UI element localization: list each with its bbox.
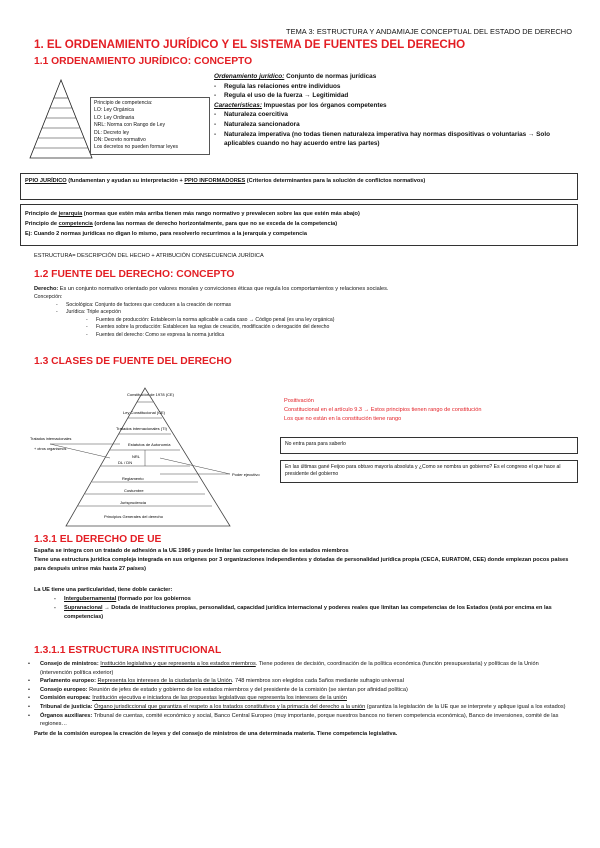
concepcion-label: Concepción: xyxy=(34,294,63,300)
pyr-l4: Estatutos de Autonomía xyxy=(128,442,171,447)
section-1-3-1-title: 1.3.1 EL DERECHO DE UE xyxy=(34,534,162,545)
note-row: En las últimas gané Feijoo para obtuvo mayoría absoluta y ¿Como se nombra un gobierno? Es el congreso el que hace al presidente del gobierno xyxy=(280,460,578,483)
inst-underline: Institución ejecutiva e iniciadora de las propuestas legislativas que representa los intereses de la unión xyxy=(92,695,347,702)
intergubernamental-text: (formado por los gobiernos xyxy=(116,596,191,603)
note-table xyxy=(280,437,578,483)
pyr-l1: Constitución de 1978 (CE) xyxy=(127,392,174,397)
jerarquia-text: (normas que estén más arriba tienen más rango normativo y prevalecen sobre las que estén más abajo) xyxy=(82,211,360,217)
imperative-item: - Naturaleza imperativa (no todas tienen naturaleza imperativa hay normas dispositivas o voluntarias → Solo aplicables cuando no hay acuerdo entre las partes) xyxy=(214,130,574,149)
positivacion-title: Positivación xyxy=(284,398,314,404)
inst-underline: Institución legislativa y que representa a los estados miembros xyxy=(100,661,256,667)
section-1-3-1-1-title: 1.3.1.1 ESTRUCTURA INSTITUCIONAL xyxy=(34,645,222,656)
supranacional-text: → Dotada de instituciones propias, personalidad, capacidad jurídica internacional y poderes reales que limitan las competencias de los Estados (está por encima en las competencias) xyxy=(64,604,552,620)
note-row: No entra para para saberlo xyxy=(280,437,578,454)
section-1-1-title: 1.1 ORDENAMIENTO JURÍDICO: CONCEPTO xyxy=(34,56,253,67)
pyr-left1: Tratados internacionales xyxy=(30,437,72,441)
inst-name: Consejo de ministros: xyxy=(40,661,101,667)
legislative-note: Parte de la comisión europea la creación de leyes y del consejo de ministros de una determinada materia. Tiene competencia legislativa. xyxy=(34,730,398,737)
positivacion-block xyxy=(284,397,584,424)
inst-text: Reunión de jefes de estado y gobierno de los estados miembros y del presidente de la comisión (se sientan por afinidad política) xyxy=(89,686,408,693)
institutions-list xyxy=(28,660,568,738)
concepcion-subitem: - Fuentes de producción: Establecen la norma aplicable a cada caso → Código penal (es una ley orgánica) xyxy=(86,317,556,324)
inst-text: (garantiza la legislación de la UE que se interprete y aplique igual a los estados) xyxy=(365,703,566,710)
hierarchy-competence-box xyxy=(20,204,578,246)
pyr-l8: Jurisprudencia xyxy=(120,500,147,505)
pyr-left2: + otros organismos xyxy=(34,447,67,451)
pyr-l7: Costumbre xyxy=(124,488,144,493)
concepcion-item: - Jurídica: Triple acepción xyxy=(56,309,556,316)
competence-line: Los decretos no pueden formar leyes xyxy=(94,144,179,151)
competence-line: NRL: Norma con Rango de Ley xyxy=(94,122,166,129)
car-label: Características: xyxy=(214,101,262,109)
pyr-l2: Ley Constitucional (CE) xyxy=(123,410,166,415)
car-item: - Naturaleza sancionadora xyxy=(214,120,574,130)
ppio-informadores: PPIO INFORMADORES xyxy=(184,178,246,184)
derecho-label: Derecho: xyxy=(34,286,59,292)
pyr-l5a: NRL xyxy=(132,454,141,459)
competence-line: LO: Ley Orgánica xyxy=(94,107,134,114)
inst-text: Tribunal de cuentas, comité económico y social, Banco Central Europeo (muy importante, porque nuestros bancos no tienen competencia económica), Banco de inversiones, comité de las regiones… xyxy=(40,712,559,728)
inst-name: Tribunal de justicia: xyxy=(40,703,95,710)
hierarchy-pyramid-small xyxy=(28,78,94,162)
car-text: Impuestas por los órganos competentes xyxy=(261,101,387,109)
def-item: - Regula las relaciones entre individuos xyxy=(214,82,574,92)
derecho-text: Es un conjunto normativo orientado por valores morales y convicciones éticas que regula los comportamientos y relaciones sociales. xyxy=(58,286,389,292)
inst-underline: Órgano jurisdiccional que garantiza el respeto a los tratados constitutivos y la primacía del derecho a la unión xyxy=(94,703,366,710)
intergubernamental: Intergubernamental xyxy=(64,596,117,603)
derecho-definition xyxy=(34,285,574,293)
competence-line: DN: Decreto normativo xyxy=(94,137,146,144)
ue-p2: Tiene una estructura jurídica compleja integrada en sus orígenes por 3 organizaciones independientes y dotadas de personalidad jurídica propia (CECA, EURATOM, CEE) donde empiezan pocos países para después unirse más hasta 27 países) xyxy=(34,556,569,572)
ppio-informadores-text: (Criterios determinantes para la solución de conflictos normativos) xyxy=(245,178,426,184)
jerarquia-prefix: Principio de xyxy=(25,211,59,217)
inst-name: Comisión europea: xyxy=(40,695,93,702)
concepcion-subitem: - Fuentes sobre la producción: Establecen las reglas de creación, modificación o derogación del derecho xyxy=(86,324,556,331)
competencia-word: competencia xyxy=(58,221,93,227)
pyr-l3: Tratados internacionales (TI) xyxy=(116,426,167,431)
pyr-right: Poder ejecutivo xyxy=(232,472,260,477)
concepcion-subitem: - Fuentes del derecho: Como se expresa la norma jurídica xyxy=(86,332,556,339)
page-header: TEMA 3: ESTRUCTURA Y ANDAMIAJE CONCEPTUAL DEL ESTADO DE DERECHO xyxy=(286,27,572,36)
competence-line: LO: Ley Ordinaria xyxy=(94,114,135,121)
example-line: Ej: Cuando 2 normas jurídicas no digan lo mismo, para resolverlo recurrimos a la jerarquía y competencia xyxy=(25,231,307,237)
principles-box xyxy=(20,173,578,200)
competencia-text: (ordena las normas de derecho horizontalmente, para que no se exceda de la competencia) xyxy=(92,221,338,227)
ue-paragraphs xyxy=(34,547,579,622)
pyr-l5b: DL / DN xyxy=(118,460,133,465)
ppio-juridico-text: (fundamentan y ayudan su interpretación + xyxy=(66,178,185,184)
inst-underline: Representa los intereses de la ciudadanía de la Unión xyxy=(97,678,232,685)
car-item: - Naturaleza coercitiva xyxy=(214,110,574,120)
jerarquia-word: jerarquía xyxy=(58,211,83,217)
estructura-line: ESTRUCTURA= DESCRIPCIÓN DEL HECHO + ATRIBUCIÓN CONSECUENCIA JURÍDICA xyxy=(34,253,264,259)
inst-text: . Tiene poderes de decisión, coordinación de la política económica (función presupuestaria) y políticas de la Unión (intervención política exterior) xyxy=(40,661,539,676)
def-text: Conjunto de normas jurídicas xyxy=(284,73,377,80)
competence-line: DL: Decreto ley xyxy=(94,129,130,136)
inst-name: Órganos auxiliares: xyxy=(40,712,94,719)
ordenamiento-definition xyxy=(214,72,574,149)
concepcion-list xyxy=(56,302,556,339)
inst-name: Consejo europeo: xyxy=(40,686,90,693)
pyr-l9: Principios Generales del derecho xyxy=(104,514,163,519)
competence-line: Principio de competencia: xyxy=(94,100,153,106)
def-label: Ordenamiento jurídico: xyxy=(214,73,285,80)
section-1-3-title: 1.3 CLASES DE FUENTE DEL DERECHO xyxy=(34,356,232,367)
ue-p3: La UE tiene una particularidad, tiene doble carácter: xyxy=(34,587,173,594)
pyr-l6: Reglamento xyxy=(122,476,144,481)
positivacion-line: Los que no están en la constitución tiene rango xyxy=(284,416,402,422)
section-1-title: 1. EL ORDENAMIENTO JURÍDICO Y EL SISTEMA DE FUENTES DEL DERECHO xyxy=(34,38,466,51)
def-item: - Regula el uso de la fuerza → Legitimidad xyxy=(214,91,574,101)
positivacion-line: Constitucional en el artículo 9.3 → Estos principios tienen rango de constitución xyxy=(284,407,482,413)
supranacional: Supranacional xyxy=(64,604,103,611)
inst-text: . 748 miembros son elegidos cada 5años mediante sufragio universal xyxy=(231,678,404,685)
inst-name: Parlamento europeo: xyxy=(40,678,98,685)
concepcion-item: - Sociológica: Conjunto de factores que conducen a la creación de normas xyxy=(56,302,556,309)
sources-pyramid xyxy=(30,384,280,530)
competencia-prefix: Principio de xyxy=(25,221,59,227)
ppio-juridico: PPIO JURÍDICO xyxy=(25,178,67,184)
section-1-2-title: 1.2 FUENTE DEL DERECHO: CONCEPTO xyxy=(34,269,235,280)
competence-box xyxy=(90,97,210,155)
ue-p1: España se integra con un tratado de adhesión a la UE 1986 y puede limitar las competencias de los estados miembros xyxy=(34,548,349,554)
